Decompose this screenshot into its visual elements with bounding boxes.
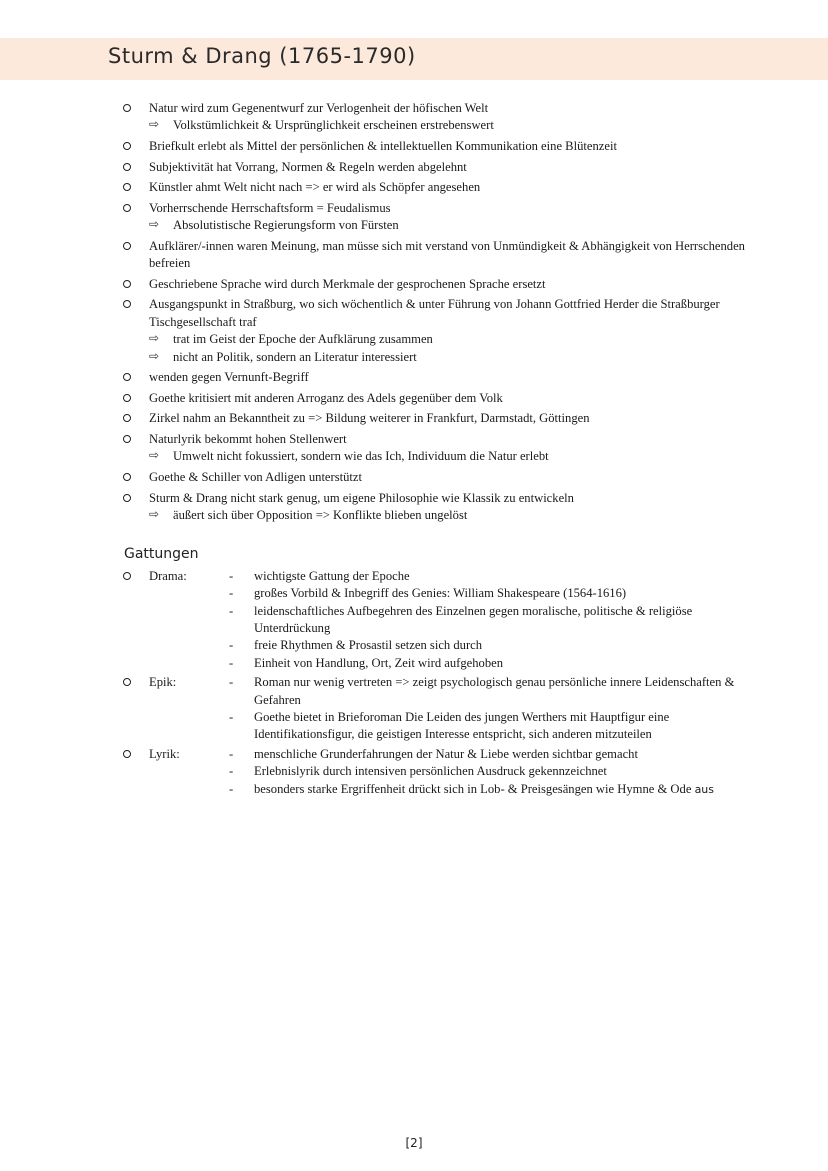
list-item-text: Vorherrschende Herrschaftsform = Feudalismus: [149, 200, 391, 215]
dash-bullet: -: [229, 603, 234, 618]
circle-bullet-icon: [123, 473, 131, 481]
circle-bullet-icon: [123, 204, 131, 212]
list-item: [122, 369, 762, 386]
genre-label: Drama:: [149, 568, 187, 583]
genre-line: [227, 709, 762, 744]
genre-line-text: wichtigste Gattung der Epoche: [254, 568, 410, 583]
circle-bullet-icon: [123, 163, 131, 171]
genre-line-text: großes Vorbild & Inbegriff des Genies: William Shakespeare (1564-1616): [254, 586, 627, 601]
arrow-right-icon: ⇨: [149, 348, 160, 363]
list-item: [122, 390, 762, 407]
genre-line: [227, 568, 762, 585]
list-item: [122, 296, 762, 366]
sub-item-text: nicht an Politik, sondern an Literatur interessiert: [173, 349, 417, 364]
sub-item-text: Umwelt nicht fokussiert, sondern wie das Ich, Individuum die Natur erlebt: [173, 449, 549, 464]
circle-bullet-icon: [123, 300, 131, 308]
arrow-right-icon: ⇨: [149, 217, 160, 232]
list-item: [122, 138, 762, 155]
circle-bullet-icon: [123, 394, 131, 402]
genre-lines: [227, 568, 762, 672]
list-item: [122, 100, 762, 135]
dash-bullet: -: [229, 655, 234, 670]
circle-bullet-icon: [123, 142, 131, 150]
genre-line: [227, 603, 762, 638]
genre-item: [122, 674, 762, 744]
list-item-text: Goethe & Schiller von Adligen unterstützt: [149, 469, 363, 484]
genre-line-text: Einheit von Handlung, Ort, Zeit wird aufgehoben: [254, 655, 504, 670]
circle-bullet-icon: [123, 494, 131, 502]
dash-bullet: -: [229, 638, 234, 653]
dash-bullet: -: [229, 764, 234, 779]
list-item-text: Goethe kritisiert mit anderen Arroganz des Adels gegenüber dem Volk: [149, 390, 503, 405]
sub-item: [149, 117, 762, 134]
genre-line: [227, 655, 762, 672]
genre-lines: [227, 746, 762, 798]
list-item: [122, 238, 762, 273]
list-item-text: Sturm & Drang nicht stark genug, um eigene Philosophie wie Klassik zu entwickeln: [149, 490, 574, 505]
sub-item: [149, 331, 762, 348]
list-item-text: Geschriebene Sprache wird durch Merkmale der gesprochenen Sprache ersetzt: [149, 276, 546, 291]
genre-lines: [227, 674, 762, 744]
trailing-word: aus: [694, 782, 715, 796]
genre-line: [227, 746, 762, 763]
circle-bullet-icon: [123, 750, 131, 758]
list-item-text: Natur wird zum Gegenentwurf zur Verlogenheit der höfischen Welt: [149, 101, 489, 115]
genre-item: [122, 746, 762, 798]
genre-line-text: leidenschaftliches Aufbegehren des Einzelnen gegen moralische, politische & religiöse Unterdrückung: [254, 603, 693, 635]
arrow-right-icon: ⇨: [149, 331, 160, 346]
document-body: [122, 100, 762, 800]
list-item: [122, 179, 762, 196]
genre-line-text: Goethe bietet in Brieforoman Die Leiden des jungen Werthers mit Hauptfigur eine Identifikationsfigur, die geistigen Interesse entspricht, sich anderen mitzuteilen: [254, 710, 670, 742]
list-item-text: Briefkult erlebt als Mittel der persönlichen & intellektuellen Kommunikation eine Blütenzeit: [149, 139, 617, 153]
genre-line-text: freie Rhythmen & Prosastil setzen sich durch: [254, 638, 483, 653]
sub-item-text: trat im Geist der Epoche der Aufklärung zusammen: [173, 332, 433, 347]
circle-bullet-icon: [123, 183, 131, 191]
circle-bullet-icon: [123, 414, 131, 422]
list-item: [122, 159, 762, 176]
genre-line-text: Erlebnislyrik durch intensiven persönlichen Ausdruck gekennzeichnet: [254, 764, 607, 779]
list-item: [122, 490, 762, 525]
genre-label: Lyrik:: [149, 746, 180, 761]
list-item-text: Naturlyrik bekommt hohen Stellenwert: [149, 431, 347, 446]
genre-line-text: besonders starke Ergriffenheit drückt sich in Lob- & Preisgesängen wie Hymne & Ode: [254, 781, 692, 796]
genre-line: [227, 781, 762, 798]
genre-item: [122, 568, 762, 672]
dash-bullet: -: [229, 586, 234, 601]
genre-list: [122, 568, 762, 798]
dash-bullet: -: [229, 781, 234, 796]
genre-label: Epik:: [149, 675, 177, 690]
feature-list: [122, 100, 762, 524]
dash-bullet: -: [229, 568, 234, 583]
genre-line-text: menschliche Grunderfahrungen der Natur & Liebe werden sichtbar gemacht: [254, 746, 638, 761]
genre-line: [227, 763, 762, 780]
dash-bullet: -: [229, 746, 234, 761]
list-item-text: Zirkel nahm an Bekanntheit zu => Bildung weiterer in Frankfurt, Darmstadt, Göttingen: [149, 411, 590, 426]
circle-bullet-icon: [123, 242, 131, 250]
genre-line: [227, 585, 762, 602]
circle-bullet-icon: [123, 572, 131, 580]
circle-bullet-icon: [123, 373, 131, 381]
sub-item-text: Absolutistische Regierungsform von Fürsten: [173, 218, 399, 233]
sub-item-text: Volkstümlichkeit & Ursprünglichkeit erscheinen erstrebenswert: [173, 118, 494, 133]
genre-line: [227, 637, 762, 654]
sub-item: [149, 507, 762, 524]
circle-bullet-icon: [123, 104, 131, 112]
list-item: [122, 200, 762, 235]
sub-item: [149, 349, 762, 366]
list-item: [122, 469, 762, 486]
genre-line: [227, 674, 762, 709]
sub-item-text: äußert sich über Opposition => Konflikte blieben ungelöst: [173, 507, 468, 522]
list-item: [122, 431, 762, 466]
list-item-text: Aufklärer/-innen waren Meinung, man müsse sich mit verstand von Unmündigkeit & Abhängigkeit von Herrschenden befreien: [149, 238, 745, 271]
genre-line-text: Roman nur wenig vertreten => zeigt psychologisch genau persönliche innere Leidenschaften & Gefahren: [254, 675, 735, 707]
page-title: Sturm & Drang (1765-1790): [108, 44, 416, 68]
circle-bullet-icon: [123, 435, 131, 443]
page-number: [2]: [405, 1136, 423, 1150]
list-item-text: Ausgangspunkt in Straßburg, wo sich wöchentlich & unter Führung von Johann Gottfried Herder die Straßburger Tischgesellschaft traf: [149, 297, 720, 329]
circle-bullet-icon: [123, 280, 131, 288]
circle-bullet-icon: [123, 678, 131, 686]
section-heading: Gattungen: [124, 546, 199, 563]
arrow-right-icon: ⇨: [149, 448, 160, 463]
arrow-right-icon: ⇨: [149, 506, 160, 521]
dash-bullet: -: [229, 675, 234, 690]
list-item: [122, 410, 762, 427]
list-item-text: Künstler ahmt Welt nicht nach => er wird als Schöpfer angesehen: [149, 180, 481, 195]
sub-item: [149, 217, 762, 234]
list-item: [122, 276, 762, 293]
sub-item: [149, 448, 762, 465]
list-item-text: wenden gegen Vernunft-Begriff: [149, 370, 309, 385]
dash-bullet: -: [229, 710, 234, 725]
list-item-text: Subjektivität hat Vorrang, Normen & Regeln werden abgelehnt: [149, 159, 467, 174]
arrow-right-icon: ⇨: [149, 117, 160, 132]
